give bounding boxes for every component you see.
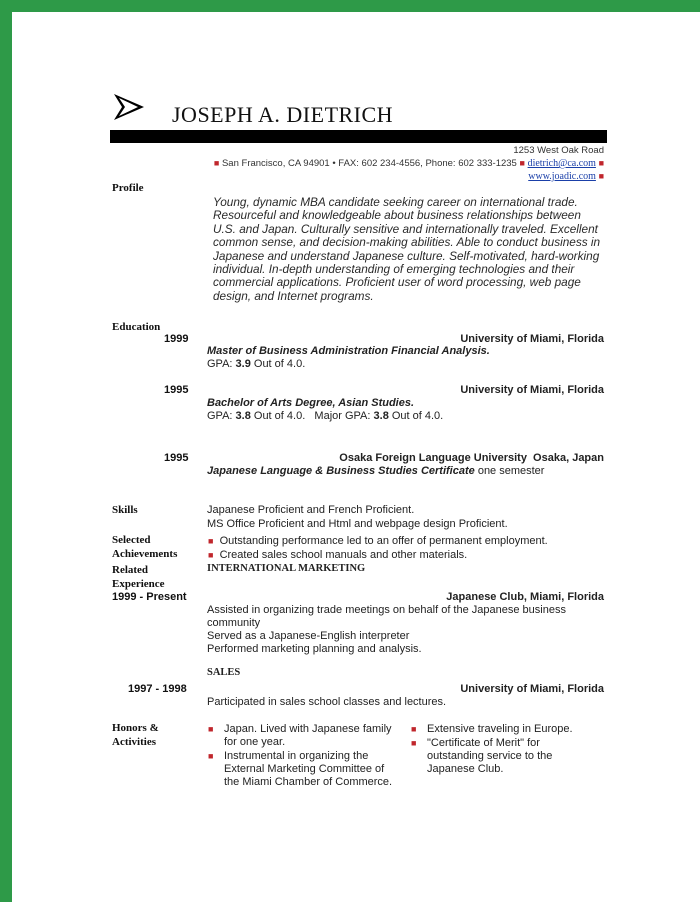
edu-degree-1: Master of Business Administration Financial Analysis.	[207, 345, 490, 357]
experience-years: 1997 - 1998	[128, 683, 187, 695]
experience-section-title: INTERNATIONAL MARKETING	[207, 563, 366, 574]
achievements-heading: Achievements	[112, 548, 178, 560]
resume-page	[12, 12, 700, 902]
honors-heading: Activities	[112, 736, 156, 748]
profile-text: Young, dynamic MBA candidate seeking career on international trade. Resourceful and knowledgeable about business relationships between U.S. and Japan. Culturally sensitive and internationally traveled. Excellent common sense, and decision-making abilities. Able to conduct business in Japanese and understand Japanese culture. Self-motivated, hard-working individual. In-depth understanding of emerging technologies and their commercial applications. Proficient user of word processing, web page design, and Internet programs.	[213, 195, 601, 303]
experience-line: Participated in sales school classes and lectures.	[207, 696, 447, 708]
list-item: ■ Outstanding performance led to an offer of permanent employment.	[208, 535, 548, 547]
edu-year-2: 1995	[164, 384, 189, 396]
edu-school-1: University of Miami, Florida	[460, 333, 604, 345]
header-rule	[110, 130, 607, 143]
edu-school-2: University of Miami, Florida	[460, 384, 604, 396]
honors-heading: Honors &	[112, 722, 159, 734]
edu-degree-3: Japanese Language & Business Studies Certificate one semester	[207, 465, 545, 477]
bullet-icon: ■	[208, 550, 214, 560]
edu-gpa-1: GPA: 3.9 Out of 4.0.	[207, 358, 306, 370]
experience-years: 1999 - Present	[112, 591, 187, 603]
skills-heading: Skills	[112, 504, 138, 516]
profile-heading: Profile	[112, 182, 144, 194]
experience-heading: Related	[112, 564, 149, 576]
edu-gpa-2: GPA: 3.8 Out of 4.0. Major GPA: 3.8 Out of 4.0.	[207, 410, 444, 422]
bullet-icon: ■	[208, 536, 214, 546]
experience-line: Served as a Japanese-English interpreter	[207, 630, 410, 642]
edu-school-3: Osaka Foreign Language University Osaka, Japan	[339, 452, 604, 464]
contact-details: San Francisco, CA 94901 • FAX: 602 234-4556, Phone: 602 333-1235	[221, 158, 517, 169]
bullet-icon: ■	[208, 724, 214, 734]
website-link[interactable]: www.joadic.com	[528, 171, 596, 182]
bullet-icon: ■	[208, 751, 214, 761]
bullet-icon: ■	[598, 171, 604, 181]
experience-org: University of Miami, Florida	[460, 683, 604, 695]
bullet-icon: ■	[598, 158, 604, 168]
honors-item: Japan. Lived with Japanese family for one year.	[224, 723, 392, 748]
skill-line: MS Office Proficient and Html and webpage design Proficient.	[207, 518, 508, 530]
bullet-icon: ■	[411, 738, 417, 748]
candidate-name: JOSEPH A. DIETRICH	[172, 102, 394, 127]
list-item: ■ Created sales school manuals and other materials.	[208, 549, 468, 561]
website-line	[528, 171, 604, 182]
address-street: 1253 West Oak Road	[513, 145, 604, 156]
bullet-icon: ■	[411, 724, 417, 734]
edu-degree-2: Bachelor of Arts Degree, Asian Studies.	[207, 397, 415, 409]
achievements-heading: Selected	[112, 534, 151, 546]
email-link[interactable]: dietrich@ca.com	[527, 158, 596, 169]
skill-line: Japanese Proficient and French Proficient.	[207, 504, 415, 516]
contact-line	[214, 158, 604, 169]
experience-line: Assisted in organizing trade meetings on behalf of the Japanese business community	[207, 604, 566, 629]
experience-section-title: SALES	[207, 667, 241, 678]
honors-item: "Certificate of Merit" for outstanding service to the Japanese Club.	[427, 737, 553, 775]
experience-line: Performed marketing planning and analysis.	[207, 643, 422, 655]
experience-heading: Experience	[112, 578, 165, 590]
bullet-icon: ■	[519, 158, 525, 168]
honors-item: Extensive traveling in Europe.	[427, 723, 573, 735]
bullet-icon: ■	[213, 158, 220, 168]
edu-year-1: 1999	[164, 333, 189, 345]
arrow-icon	[112, 92, 146, 122]
experience-org: Japanese Club, Miami, Florida	[446, 591, 604, 603]
edu-year-3: 1995	[164, 452, 189, 464]
honors-item: Instrumental in organizing the External Marketing Committee of the Miami Chamber of Commerce.	[224, 750, 393, 788]
education-heading: Education	[112, 321, 161, 333]
